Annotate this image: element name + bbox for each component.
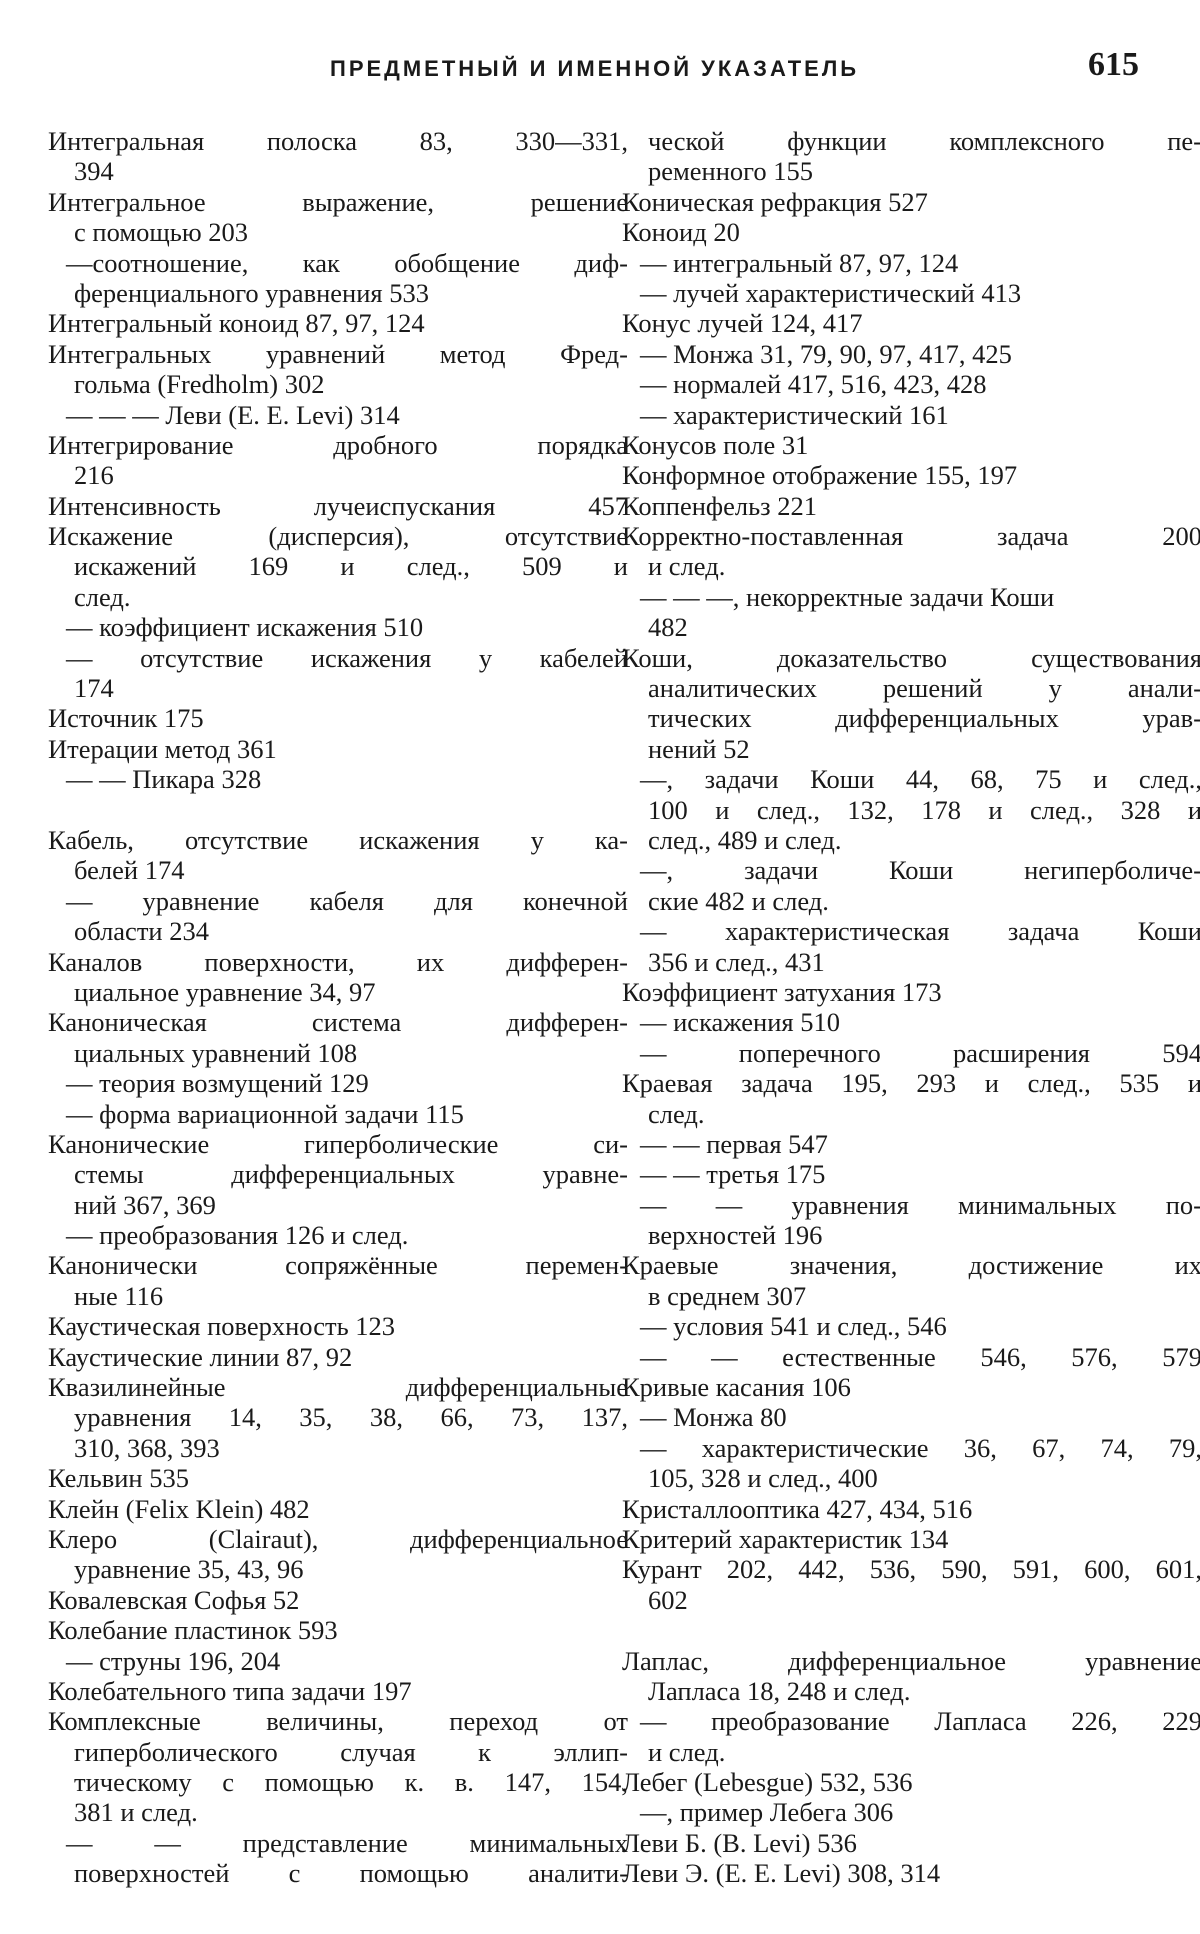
index-line: Каналов поверхности, их дифферен- — [48, 947, 628, 977]
index-line: — нормалей 417, 516, 423, 428 — [622, 369, 1200, 399]
page-number: 615 — [1088, 46, 1139, 84]
index-line: — — — Леви (E. E. Levi) 314 — [48, 400, 628, 430]
index-line: и след. — [622, 551, 1200, 581]
index-line: области 234 — [48, 916, 628, 946]
index-line: Итерации метод 361 — [48, 734, 628, 764]
index-line: ний 367, 369 — [48, 1190, 628, 1220]
index-line: — искажения 510 — [622, 1007, 1200, 1037]
index-line: Кривые касания 106 — [622, 1372, 1200, 1402]
index-line: — — представление минимальных — [48, 1828, 628, 1858]
index-line: Источник 175 — [48, 703, 628, 733]
index-line: аналитических решений у анали- — [622, 673, 1200, 703]
index-line: Канонические гиперболические си- — [48, 1129, 628, 1159]
index-line: — преобразования 126 и след. — [48, 1220, 628, 1250]
index-line: Канонически сопряжённые перемен- — [48, 1250, 628, 1280]
index-line: — — третья 175 — [622, 1159, 1200, 1189]
index-line: Кабель, отсутствие искажения у ка- — [48, 825, 628, 855]
index-line: циальное уравнение 34, 97 — [48, 977, 628, 1007]
index-line: Леви Б. (B. Levi) 536 — [622, 1828, 1200, 1858]
index-line: тических дифференциальных урав- — [622, 703, 1200, 733]
index-line: — лучей характеристический 413 — [622, 278, 1200, 308]
index-line: — — естественные 546, 576, 579 — [622, 1342, 1200, 1372]
index-line: и след. — [622, 1737, 1200, 1767]
index-line: Критерий характеристик 134 — [622, 1524, 1200, 1554]
index-line: — Монжа 31, 79, 90, 97, 417, 425 — [622, 339, 1200, 369]
index-line: — — —, некорректные задачи Коши — [622, 582, 1200, 612]
index-line: искажений 169 и след., 509 и — [48, 551, 628, 581]
index-line: Каноническая система дифферен- — [48, 1007, 628, 1037]
index-line: 381 и след. — [48, 1797, 628, 1827]
index-line: верхностей 196 — [622, 1220, 1200, 1250]
index-line: циальных уравнений 108 — [48, 1038, 628, 1068]
index-line: Искажение (дисперсия), отсутствие — [48, 521, 628, 551]
index-line: нений 52 — [622, 734, 1200, 764]
index-line: Лебег (Lebesgue) 532, 536 — [622, 1767, 1200, 1797]
index-line: Каустические линии 87, 92 — [48, 1342, 628, 1372]
index-line: — характеристический 161 — [622, 400, 1200, 430]
index-line: — характеристическая задача Коши — [622, 916, 1200, 946]
index-line: гиперболического случая к эллип- — [48, 1737, 628, 1767]
index-line: Коэффициент затухания 173 — [622, 977, 1200, 1007]
index-line: 310, 368, 393 — [48, 1433, 628, 1463]
index-line: — уравнение кабеля для конечной — [48, 886, 628, 916]
index-line: Краевые значения, достижение их — [622, 1250, 1200, 1280]
index-line: Комплексные величины, переход от — [48, 1706, 628, 1736]
index-line: 394 — [48, 156, 628, 186]
index-line: — теория возмущений 129 — [48, 1068, 628, 1098]
index-line: Колебательного типа задачи 197 — [48, 1676, 628, 1706]
index-line: Клейн (Felix Klein) 482 — [48, 1494, 628, 1524]
index-line: уравнения 14, 35, 38, 66, 73, 137, — [48, 1402, 628, 1432]
index-line: Лапласа 18, 248 и след. — [622, 1676, 1200, 1706]
index-line: —, пример Лебега 306 — [622, 1797, 1200, 1827]
page-header — [0, 44, 1200, 104]
index-column-right — [622, 126, 1200, 1889]
index-line: — — первая 547 — [622, 1129, 1200, 1159]
index-line: — форма вариационной задачи 115 — [48, 1099, 628, 1129]
index-line: — интегральный 87, 97, 124 — [622, 248, 1200, 278]
index-line: Коши, доказательство существования — [622, 643, 1200, 673]
index-column-left — [48, 126, 628, 1889]
index-line: Интегральное выражение, решение — [48, 187, 628, 217]
index-line: гольма (Fredholm) 302 — [48, 369, 628, 399]
index-line: след. — [48, 582, 628, 612]
index-line: след., 489 и след. — [622, 825, 1200, 855]
index-line: с помощью 203 — [48, 217, 628, 247]
index-line: Конусов поле 31 — [622, 430, 1200, 460]
index-line: Курант 202, 442, 536, 590, 591, 600, 601, — [622, 1554, 1200, 1584]
index-line: Интегральных уравнений метод Фред- — [48, 339, 628, 369]
index-line: Интегральная полоска 83, 330—331, — [48, 126, 628, 156]
index-line: Коническая рефракция 527 — [622, 187, 1200, 217]
index-line: — — Пикара 328 — [48, 764, 628, 794]
section-gap — [622, 1615, 1200, 1645]
index-line: Колебание пластинок 593 — [48, 1615, 628, 1645]
running-title: ПРЕДМЕТНЫЙ И ИМЕННОЙ УКАЗАТЕЛЬ — [330, 56, 859, 82]
index-line: 602 — [622, 1585, 1200, 1615]
index-line: Коноид 20 — [622, 217, 1200, 247]
index-line: — преобразование Лапласа 226, 229 — [622, 1706, 1200, 1736]
index-line: Клеро (Clairaut), дифференциальное — [48, 1524, 628, 1554]
index-line: 105, 328 и след., 400 — [622, 1463, 1200, 1493]
index-line: 174 — [48, 673, 628, 703]
index-line: —соотношение, как обобщение диф- — [48, 248, 628, 278]
index-line: — струны 196, 204 — [48, 1646, 628, 1676]
index-line: Каустическая поверхность 123 — [48, 1311, 628, 1341]
index-line: 482 — [622, 612, 1200, 642]
index-line: Кельвин 535 — [48, 1463, 628, 1493]
index-line: тическому с помощью к. в. 147, 154, — [48, 1767, 628, 1797]
index-page — [0, 0, 1200, 1934]
index-line: Ковалевская Софья 52 — [48, 1585, 628, 1615]
index-line: уравнение 35, 43, 96 — [48, 1554, 628, 1584]
index-line: — коэффициент искажения 510 — [48, 612, 628, 642]
index-line: след. — [622, 1099, 1200, 1129]
section-gap — [48, 795, 628, 825]
index-line: Краевая задача 195, 293 и след., 535 и — [622, 1068, 1200, 1098]
index-line: —, задачи Коши негиперболиче- — [622, 855, 1200, 885]
index-line: Кристаллооптика 427, 434, 516 — [622, 1494, 1200, 1524]
index-line: Интегральный коноид 87, 97, 124 — [48, 308, 628, 338]
index-line: ческой функции комплексного пе- — [622, 126, 1200, 156]
index-line: 216 — [48, 460, 628, 490]
index-line: Коппенфельз 221 — [622, 491, 1200, 521]
index-line: поверхностей с помощью аналити- — [48, 1858, 628, 1888]
index-line: 356 и след., 431 — [622, 947, 1200, 977]
index-line: Конформное отображение 155, 197 — [622, 460, 1200, 490]
index-line: 100 и след., 132, 178 и след., 328 и — [622, 795, 1200, 825]
index-line: стемы дифференциальных уравне- — [48, 1159, 628, 1189]
index-line: ские 482 и след. — [622, 886, 1200, 916]
index-line: ференциального уравнения 533 — [48, 278, 628, 308]
index-line: — отсутствие искажения у кабелей — [48, 643, 628, 673]
index-line: Корректно-поставленная задача 200 — [622, 521, 1200, 551]
index-line: —, задачи Коши 44, 68, 75 и след., — [622, 764, 1200, 794]
index-line: — — уравнения минимальных по- — [622, 1190, 1200, 1220]
index-line: ные 116 — [48, 1281, 628, 1311]
index-line: ременного 155 — [622, 156, 1200, 186]
index-line: Леви Э. (E. E. Levi) 308, 314 — [622, 1858, 1200, 1888]
index-line: — поперечного расширения 594 — [622, 1038, 1200, 1068]
index-line: Интенсивность лучеиспускания 457 — [48, 491, 628, 521]
index-line: Квазилинейные дифференциальные — [48, 1372, 628, 1402]
index-line: Лаплас, дифференциальное уравнение — [622, 1646, 1200, 1676]
index-line: Конус лучей 124, 417 — [622, 308, 1200, 338]
index-line: — Монжа 80 — [622, 1402, 1200, 1432]
index-line: Интегрирование дробного порядка — [48, 430, 628, 460]
index-line: в среднем 307 — [622, 1281, 1200, 1311]
index-line: — условия 541 и след., 546 — [622, 1311, 1200, 1341]
index-line: белей 174 — [48, 855, 628, 885]
index-line: — характеристические 36, 67, 74, 79, — [622, 1433, 1200, 1463]
